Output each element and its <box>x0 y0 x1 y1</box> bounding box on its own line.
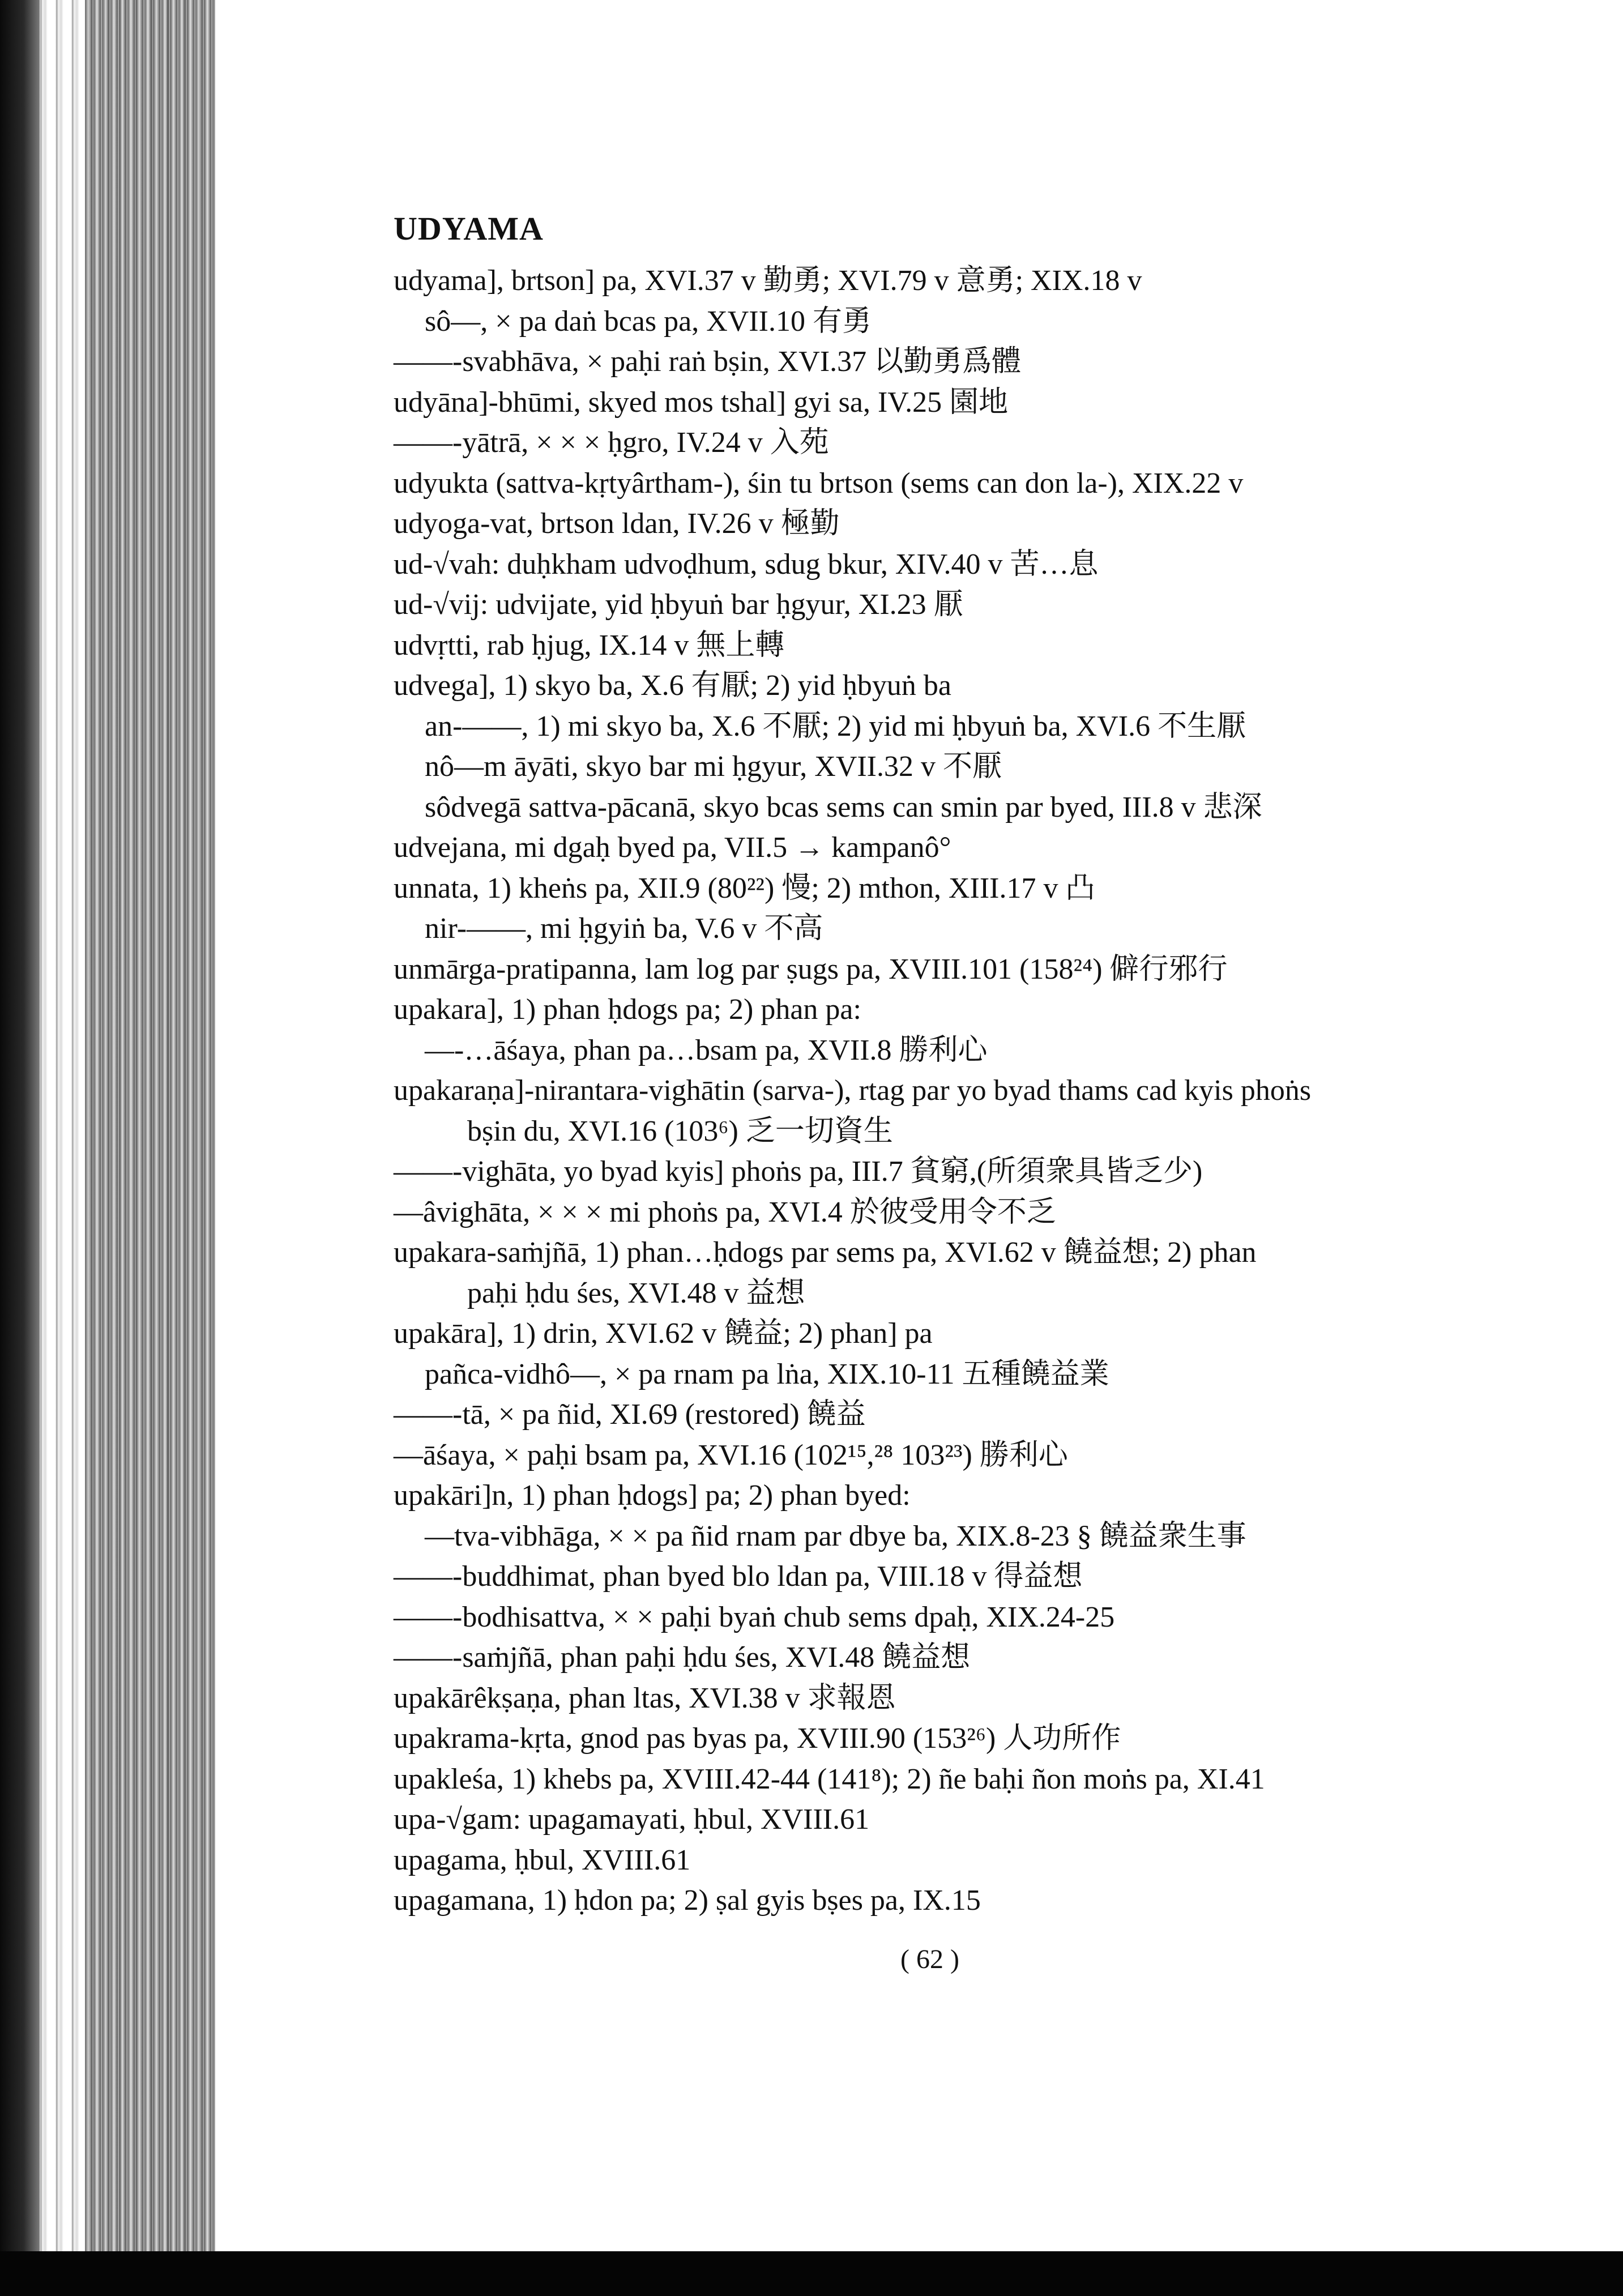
dictionary-entry-line: upakaraṇa]-nirantara-vighātin (sarva-), rtag par yo byad thams cad kyis phoṅs <box>394 1074 1312 1107</box>
dictionary-entry-line: ——-svabhāva, × paḥi raṅ bṣin, XVI.37 以勤勇爲體 <box>394 345 1022 378</box>
dictionary-entry-line: upakāra], 1) drin, XVI.62 v 饒益; 2) phan] pa <box>394 1317 933 1350</box>
dictionary-entry-line: upakārêkṣaṇa, phan ltas, XVI.38 v 求報恩 <box>394 1682 896 1714</box>
dictionary-entry-line: sôdvegā sattva-pācanā, skyo bcas sems can smin par byed, III.8 v 悲深 <box>425 791 1262 823</box>
dictionary-entry-line: upakāri]n, 1) phan ḥdogs] pa; 2) phan byed: <box>394 1479 911 1512</box>
dictionary-entry-line: ——-buddhimat, phan byed blo ldan pa, VIII.18 v 得益想 <box>394 1560 1083 1593</box>
dictionary-entry-line: upakara], 1) phan ḥdogs pa; 2) phan pa: <box>394 993 861 1026</box>
dictionary-page <box>394 210 1526 1921</box>
dictionary-entry-line: —âvighāta, × × × mi phoṅs pa, XVI.4 於彼受用令不乏 <box>394 1196 1056 1228</box>
dictionary-entry-line: unnata, 1) kheṅs pa, XII.9 (80²²) 慢; 2) mthon, XIII.17 v 凸 <box>394 872 1095 904</box>
dictionary-entry-line: an-——, 1) mi skyo ba, X.6 不厭; 2) yid mi ḥbyuṅ ba, XVI.6 不生厭 <box>425 710 1246 742</box>
dictionary-entry-line: ud-√vij: udvijate, yid ḥbyuṅ bar ḥgyur, XI.23 厭 <box>394 588 963 621</box>
dictionary-entry-line: upakrama-kṛta, gnod pas byas pa, XVIII.90 (153²⁶) 人功所作 <box>394 1722 1121 1755</box>
dictionary-entry-line: udyāna]-bhūmi, skyed mos tshal] gyi sa, IV.25 園地 <box>394 386 1009 419</box>
dictionary-entry-line: —-…āśaya, phan pa…bsam pa, XVII.8 勝利心 <box>425 1034 988 1066</box>
dictionary-entry-line: paḥi ḥdu śes, XVI.48 v 益想 <box>467 1277 805 1309</box>
dictionary-entry-line: ——-tā, × pa ñid, XI.69 (restored) 饒益 <box>394 1398 866 1431</box>
dictionary-entry-line: upagama, ḥbul, XVIII.61 <box>394 1843 691 1876</box>
dictionary-entry-line: udvejana, mi dgaḥ byed pa, VII.5 → kampanô° <box>394 831 951 864</box>
dictionary-entry-line: nô—m āyāti, skyo bar mi ḥgyur, XVII.32 v 不厭 <box>425 750 1002 783</box>
dictionary-entry-line: nir-——, mi ḥgyiṅ ba, V.6 v 不高 <box>425 912 823 945</box>
dictionary-entry-line: —āśaya, × paḥi bsam pa, XVI.16 (102¹⁵,²⁸ 103²³) 勝利心 <box>394 1439 1068 1471</box>
dictionary-entry-line: udvṛtti, rab ḥjug, IX.14 v 無上轉 <box>394 629 785 662</box>
dictionary-entry-line: bṣin du, XVI.16 (103⁶) 乏一切資生 <box>467 1115 893 1147</box>
dictionary-entry-line: ud-√vah: duḥkham udvoḍhum, sdug bkur, XIV.40 v 苦…息 <box>394 548 1099 581</box>
dictionary-entry-line: pañca-vidhô—, × pa rnam pa lṅa, XIX.10-11 五種饒益業 <box>425 1358 1109 1390</box>
dictionary-entry-line: ——-vighāta, yo byad kyis] phoṅs pa, III.7 貧窮,(所須衆具皆乏少) <box>394 1155 1203 1188</box>
dictionary-entry-line: sô—, × pa daṅ bcas pa, XVII.10 有勇 <box>425 305 872 338</box>
dictionary-entry-line: ——-saṁjñā, phan paḥi ḥdu śes, XVI.48 饒益想 <box>394 1641 971 1674</box>
page-number: ( 62 ) <box>900 1944 959 1974</box>
page-header: UDYAMA <box>394 210 544 247</box>
binding-dark-edge <box>0 0 40 2251</box>
dictionary-entry-line: upakleśa, 1) khebs pa, XVIII.42-44 (141⁸); 2) ñe baḥi ñon moṅs pa, XI.41 <box>394 1762 1265 1795</box>
dictionary-entry-line: udyukta (sattva-kṛtyârtham-), śin tu brtson (sems can don la-), XIX.22 v <box>394 467 1244 500</box>
dictionary-entry-line: unmārga-pratipanna, lam log par ṣugs pa, XVIII.101 (158²⁴) 僻行邪行 <box>394 953 1228 985</box>
dictionary-entry-line: upakara-saṁjñā, 1) phan…ḥdogs par sems pa, XVI.62 v 饒益想; 2) phan <box>394 1236 1257 1269</box>
binding-shadow <box>85 0 215 2251</box>
scan-bottom-border <box>0 2251 1623 2296</box>
dictionary-entry-line: —tva-vibhāga, × × pa ñid rnam par dbye ba, XIX.8-23 § 饒益衆生事 <box>425 1520 1246 1552</box>
entry-list <box>394 261 1526 1921</box>
dictionary-entry-line: udyama], brtson] pa, XVI.37 v 勤勇; XVI.79 v 意勇; XIX.18 v <box>394 264 1142 297</box>
dictionary-entry-line: ——-bodhisattva, × × paḥi byaṅ chub sems dpaḥ, XIX.24-25 <box>394 1601 1115 1633</box>
dictionary-entry-line: ——-yātrā, × × × ḥgro, IV.24 v 入苑 <box>394 426 829 459</box>
dictionary-entry-line: udyoga-vat, brtson ldan, IV.26 v 極勤 <box>394 507 840 540</box>
dictionary-entry-line: upagamana, 1) ḥdon pa; 2) ṣal gyis bṣes pa, IX.15 <box>394 1884 981 1917</box>
dictionary-entry-line: upa-√gam: upagamayati, ḥbul, XVIII.61 <box>394 1803 870 1836</box>
dictionary-entry-line: udvega], 1) skyo ba, X.6 有厭; 2) yid ḥbyuṅ ba <box>394 669 951 702</box>
